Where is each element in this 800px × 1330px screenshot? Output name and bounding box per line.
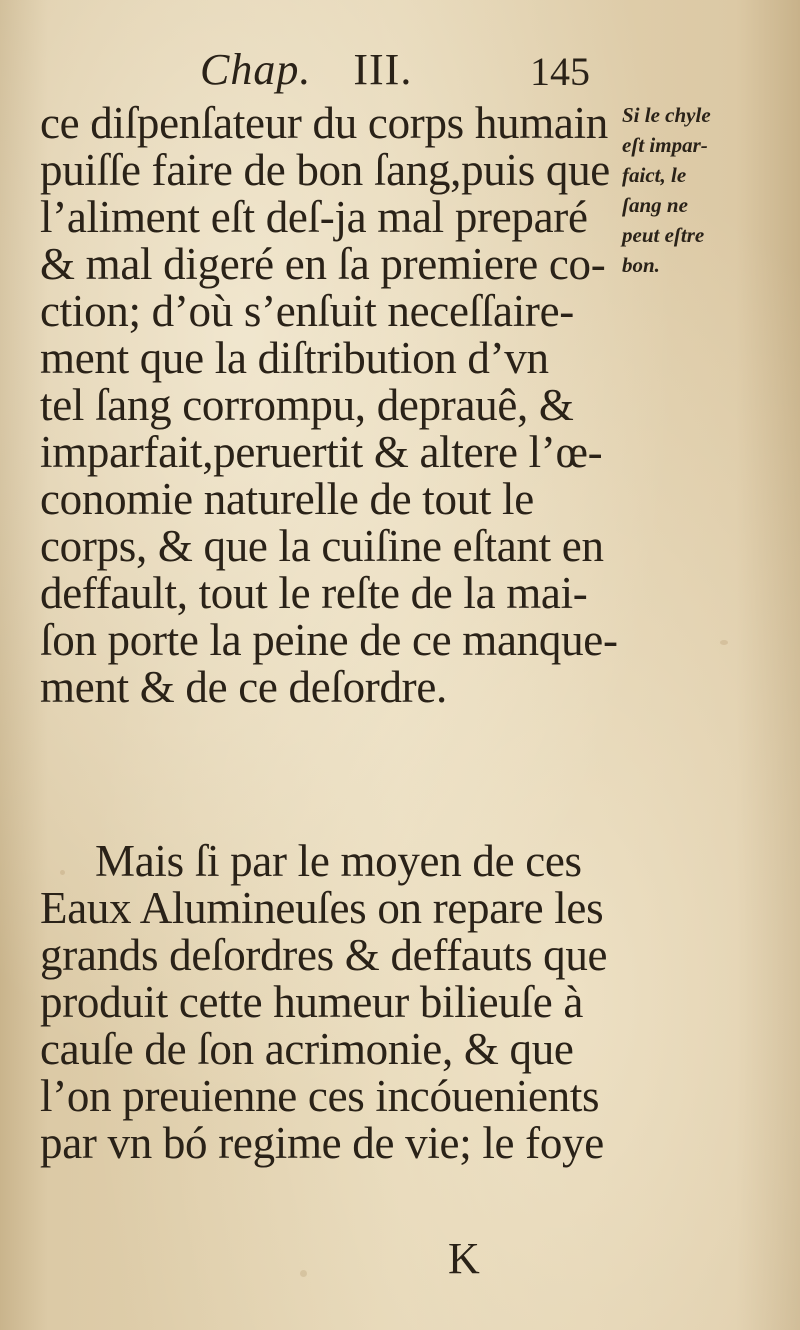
text-line: cauſe de ſon acrimonie, & que [40, 1024, 574, 1074]
chapter-label: Chap. [200, 45, 312, 94]
page-header [0, 38, 800, 98]
margin-note-line: ſang ne [622, 193, 688, 217]
chapter-number: III. [353, 45, 413, 94]
paper-spot [300, 1270, 307, 1277]
paragraph-2 [40, 838, 620, 1167]
text-line: par vn bó regime de vie; le foye [40, 1118, 604, 1168]
margin-note-line: faict, le [622, 163, 687, 187]
text-line: ment & de ce deſordre. [40, 662, 447, 712]
running-head [200, 44, 412, 95]
text-line: deffault, tout le reſte de la mai- [40, 568, 588, 618]
text-line: Mais ſi par le moyen de ces [95, 836, 582, 886]
text-line: tel ſang corrompu, deprauê, & [40, 380, 574, 430]
text-line: l’aliment eſt deſ-ja mal preparé [40, 192, 588, 242]
text-line: corps, & que la cuiſine eſtant en [40, 521, 604, 571]
paper-spot [720, 640, 728, 645]
text-line: puiſſe faire de bon ſang,puis que [40, 145, 610, 195]
text-line: grands deſordres & deffauts que [40, 930, 608, 980]
margin-note-line: eſt impar- [622, 133, 708, 157]
text-line: conomie naturelle de tout le [40, 474, 534, 524]
text-line: ment que la diſtribution d’vn [40, 333, 549, 383]
margin-note [622, 100, 782, 280]
text-line: imparfait,peruertit & altere l’œ- [40, 427, 603, 477]
text-line: ction; d’où s’enſuit neceſſaire- [40, 286, 574, 336]
text-line: produit cette humeur bilieuſe à [40, 977, 584, 1027]
margin-note-line: bon. [622, 253, 660, 277]
text-line: ſon porte la peine de ce manque- [40, 615, 618, 665]
page-number: 145 [530, 49, 590, 94]
text-line: & mal digeré en ſa premiere co- [40, 239, 606, 289]
signature-mark: K [448, 1234, 480, 1283]
margin-note-line: Si le chyle [622, 103, 711, 127]
text-line: ce diſpenſateur du corps humain [40, 98, 609, 148]
text-line: l’on preuienne ces incóuenients [40, 1071, 600, 1121]
paragraph-1 [40, 100, 620, 711]
margin-note-line: peut eſtre [622, 223, 705, 247]
text-line: Eaux Alumineuſes on repare les [40, 883, 604, 933]
